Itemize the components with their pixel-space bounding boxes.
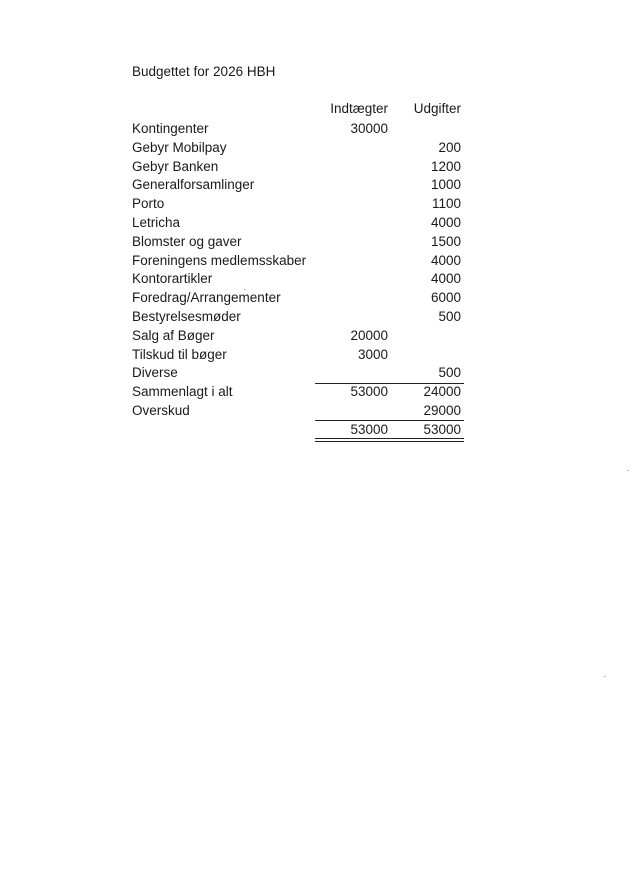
row-expense: 4000 — [430, 271, 461, 287]
row-label: Foreningens medlemsskaber — [132, 252, 307, 268]
row-label: Bestyrelsesmøder — [132, 309, 241, 324]
row-label: Kontorartikler — [132, 271, 213, 287]
row-expense: 4000 — [430, 215, 461, 230]
row-label: Letricha — [132, 215, 181, 230]
row-expense: 500 — [438, 309, 461, 324]
row-label: Blomster og gaver — [132, 233, 242, 249]
table-row — [0, 290, 640, 309]
row-label: Overskud — [132, 403, 190, 418]
table-row — [0, 140, 640, 159]
double-rule-top — [315, 438, 464, 439]
total-rule — [315, 420, 464, 421]
row-expense: 4000 — [430, 252, 461, 268]
table-row — [0, 365, 640, 384]
table-row — [0, 234, 640, 253]
row-expense: 29000 — [423, 403, 461, 418]
row-expense: 1100 — [431, 196, 461, 212]
double-rule-bottom — [315, 441, 464, 442]
row-income: 3000 — [357, 346, 388, 362]
row-label: Kontingenter — [132, 121, 209, 136]
header-income: Indtægter — [330, 101, 388, 116]
table-row — [0, 121, 640, 140]
table-row — [0, 177, 640, 196]
row-expense: 500 — [438, 365, 461, 381]
table-row — [0, 159, 640, 178]
row-expense: 1000 — [430, 177, 461, 193]
row-label: Gebyr Mobilpay — [132, 139, 227, 155]
table-row — [0, 328, 640, 347]
row-expense: 24000 — [423, 384, 461, 399]
row-label: Sammenlagt i alt — [132, 384, 233, 399]
table-row — [0, 196, 640, 215]
row-label: Gebyr Banken — [132, 158, 219, 174]
row-label: Salg af Bøger — [132, 327, 215, 343]
row-label: Foredrag/Arrangementer — [132, 290, 281, 306]
table-row — [0, 215, 640, 234]
table-row — [0, 309, 640, 328]
row-label: Generalforsamlinger — [132, 177, 255, 193]
row-expense: 1500 — [430, 233, 461, 249]
row-income: 53000 — [350, 384, 388, 399]
row-income: 53000 — [350, 422, 388, 437]
document-title: Budgettet for 2026 HBH — [132, 64, 276, 79]
row-label: Porto — [132, 196, 165, 212]
scan-speck — [244, 289, 246, 290]
table-row — [0, 347, 640, 366]
row-label: Tilskud til bøger — [132, 346, 227, 362]
row-expense: 53000 — [423, 422, 461, 437]
header-expense: Udgifter — [413, 101, 461, 116]
row-label: Diverse — [132, 365, 178, 381]
row-expense: 200 — [438, 139, 461, 155]
table-row — [0, 271, 640, 290]
subtotal-row — [0, 384, 640, 403]
row-expense: 1200 — [430, 158, 461, 174]
subtotal-rule — [315, 383, 464, 384]
row-income: 20000 — [350, 327, 388, 343]
row-expense: 6000 — [430, 290, 461, 306]
scan-speck — [604, 676, 606, 677]
row-income: 30000 — [350, 121, 388, 136]
table-row — [0, 253, 640, 272]
scan-speck — [627, 470, 629, 471]
